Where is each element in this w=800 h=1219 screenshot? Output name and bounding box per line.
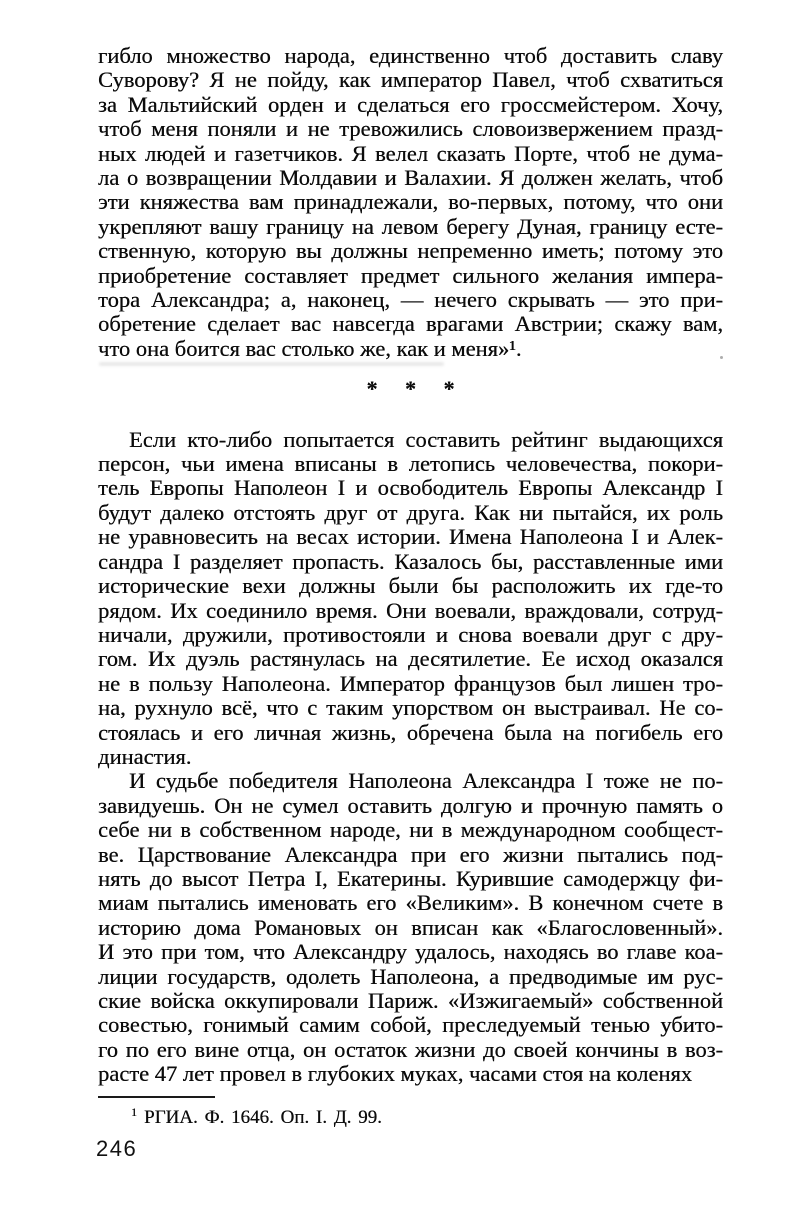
section-separator-asterisks: * * * (366, 376, 466, 402)
text-line: ных людей и газетчиков. Я велел сказать Порте, чтоб не дума- (98, 140, 723, 166)
footnote-reference-text: РГИА. Ф. 1646. Оп. I. Д. 99. (144, 1107, 382, 1128)
text-line: чтоб меня поняли и не тревожились словоизвержением празд- (98, 116, 723, 142)
text-line: династия. (98, 743, 192, 769)
text-line: ничали, дружили, противостояли и снова воевали друг с дру- (98, 621, 723, 647)
text-line: за Мальтийский орден и сделаться его гроссмейстером. Хочу, (98, 91, 723, 117)
text-line: нять до высот Петра I, Екатерины. Курившие самодержцу фи- (98, 865, 723, 891)
text-line: миам пытались именовать его «Великим». В конечном счете в (98, 890, 723, 916)
paragraph-alexander-fate (98, 769, 723, 1086)
text-line: расте 47 лет провел в глубоких муках, часами стоя на коленях (98, 1061, 692, 1087)
footnote-marker: 1 (131, 1104, 137, 1119)
text-line: что она боится вас столько же, как и меня»¹. (98, 335, 522, 361)
text-line: рядом. Их соединило время. Они воевали, враждовали, сотруд- (98, 597, 723, 623)
footnote-block (98, 1096, 723, 1129)
text-line: гом. Их дуэль растянулась на десятилетие. Ее исход оказался (98, 646, 723, 672)
text-line: ственную, которую вы должны непременно иметь; потому это (98, 238, 723, 264)
footnote-divider-rule (98, 1096, 215, 1098)
text-line: эти княжества вам принадлежали, во-первых, потому, что они (98, 189, 723, 215)
paragraph-napoleon-alexander-rating (98, 428, 723, 770)
text-line: совестью, гонимый самим собой, преследуемый тенью убито- (98, 1012, 723, 1038)
text-line: ские войска оккупировали Париж. «Изжигаемый» собственной (98, 988, 723, 1014)
footnote (98, 1106, 723, 1129)
text-line: ла о возвращении Молдавии и Валахии. Я должен желать, чтоб (98, 165, 723, 191)
text-line: Суворову? Я не пойду, как император Павел, чтоб схватиться (98, 67, 723, 93)
text-line: обретение сделает вас навсегда врагами Австрии; скажу вам, (98, 311, 723, 337)
text-line: стоялась и его личная жизнь, обречена была на погибель его (98, 719, 723, 745)
text-line: тора Александра; а, наконец, — нечего скрывать — это при- (98, 287, 723, 313)
main-text-block (98, 44, 723, 1087)
paragraph-quote-continuation (98, 44, 723, 361)
text-line: не уравновесить на весах истории. Имена Наполеона I и Алек- (98, 524, 723, 550)
text-line: завидуешь. Он не сумел оставить долгую и прочную память о (98, 792, 723, 818)
text-line: не в пользу Наполеона. Император французов был лишен тро- (98, 670, 723, 696)
text-line: го по его вине отца, он остаток жизни до своей кончины в воз- (98, 1036, 723, 1062)
text-line: ве. Царствование Александра при его жизни пытались под- (98, 841, 723, 867)
scan-smudge-artifact (99, 362, 444, 366)
text-line: И судьбе победителя Наполеона Александра I тоже не по- (129, 768, 723, 794)
page-number: 246 (96, 1136, 138, 1161)
text-line: будут далеко отстоять друг от друга. Как ни пытайся, их роль (98, 499, 723, 525)
text-line: гибло множество народа, единственно чтоб доставить славу (98, 43, 723, 68)
text-line: на, рухнуло всё, что с таким упорством он выстраивал. Не со- (98, 695, 723, 721)
text-line: Если кто-либо попытается составить рейтинг выдающихся (129, 426, 723, 452)
text-line: приобретение составляет предмет сильного желания импера- (98, 262, 723, 288)
text-line: сандра I разделяет пропасть. Казалось бы, расставленные ими (98, 548, 723, 574)
text-line: историю дома Романовых он вписан как «Благословенный». (98, 914, 723, 940)
text-line: тель Европы Наполеон I и освободитель Европы Александр I (98, 475, 723, 501)
text-line: И это при том, что Александру удалось, находясь во главе коа- (98, 939, 723, 965)
text-line: исторические вехи должны были бы расположить их где-то (98, 573, 723, 599)
scan-speck-artifact (720, 356, 723, 359)
text-line: укрепляют вашу границу на левом берегу Дуная, границу есте- (98, 213, 723, 239)
text-line: лиции государств, одолеть Наполеона, а предводимые им рус- (98, 963, 723, 989)
text-line: персон, чьи имена вписаны в летопись человечества, покори- (98, 451, 723, 477)
text-line: себе ни в собственном народе, ни в международном сообщест- (98, 817, 723, 843)
